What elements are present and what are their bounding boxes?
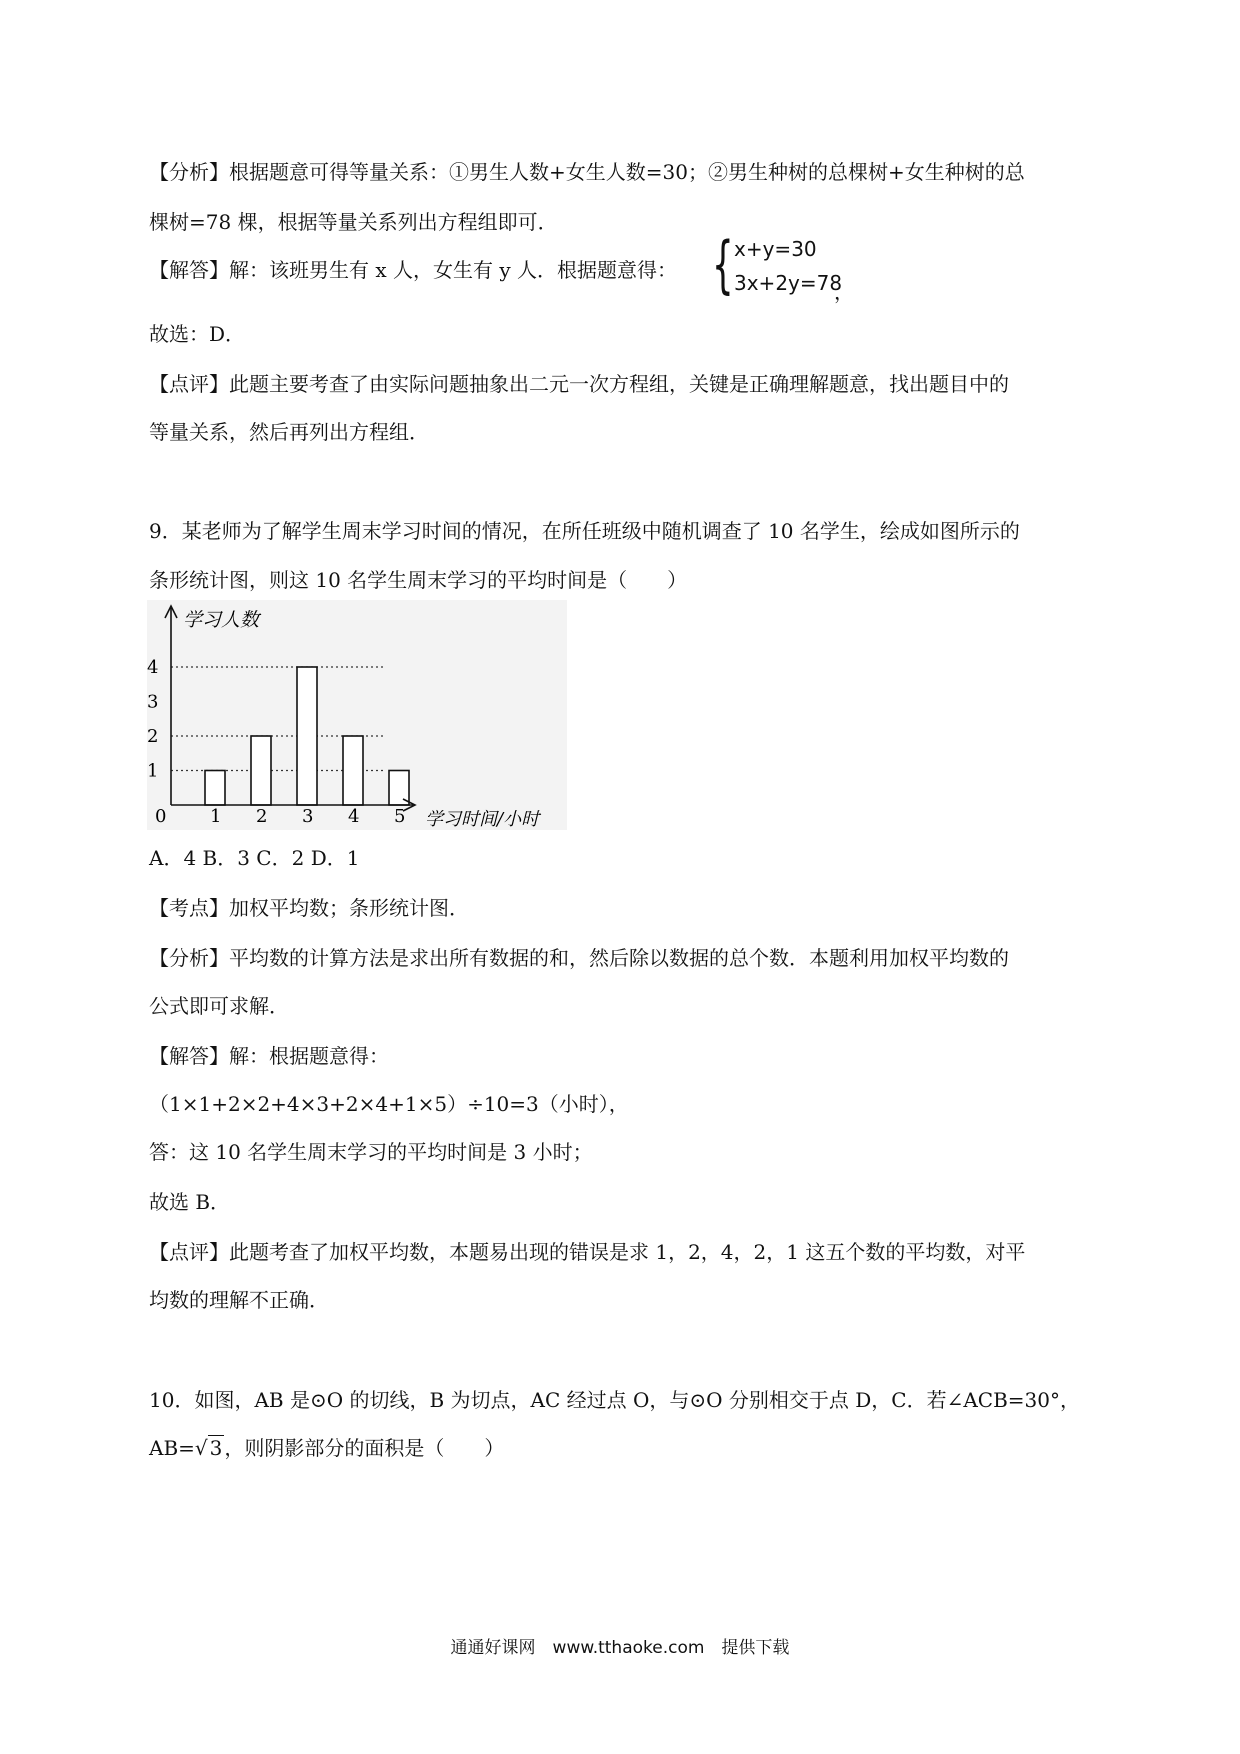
x-tick-5: 5 (394, 806, 406, 827)
analysis-line-2: 棵树=78 棵，根据等量关系列出方程组即可． (149, 210, 558, 234)
bar-2 (251, 736, 271, 805)
sqrt-radicand: 3 (209, 1436, 223, 1460)
bar-3 (297, 667, 317, 805)
origin-label: 0 (155, 806, 167, 827)
y-axis-label: 学习人数 (183, 609, 260, 631)
equation-2: 3x+2y=78 (734, 271, 843, 295)
solution-9-choice: 故选 B． (149, 1190, 231, 1214)
equation-comma: ， (834, 280, 854, 304)
solution-9-answer: 答：这 10 名学生周末学习的平均时间是 3 小时； (149, 1140, 593, 1164)
bar-1 (205, 771, 225, 806)
question-9-line-2: 条形统计图，则这 10 名学生周末学习的平均时间是（ ） (149, 568, 688, 592)
equation-1: x+y=30 (734, 237, 817, 261)
comment-9-line-2: 均数的理解不正确． (149, 1288, 329, 1312)
knowledge-point-line: 【考点】加权平均数；条形统计图． (149, 896, 469, 920)
analysis-9-line-1: 【分析】平均数的计算方法是求出所有数据的和，然后除以数据的总个数．本题利用加权平均数的 (149, 946, 1009, 970)
y-tick-2: 2 (147, 726, 159, 747)
bar-4 (343, 736, 363, 805)
system-brace: { (712, 228, 734, 301)
answer-line: 故选：D． (149, 322, 246, 346)
equation-system (712, 228, 854, 304)
solution-9-calculation: （1×1+2×2+4×3+2×4+1×5）÷10=3（小时）， (149, 1092, 629, 1116)
footer-source: 通通好课网 www.tthaoke.com 提供下载 (450, 1638, 790, 1658)
comment-line-2: 等量关系，然后再列出方程组． (149, 420, 429, 444)
x-tick-2: 2 (256, 806, 268, 827)
x-axis-label: 学习时间/小时 (425, 809, 540, 830)
x-tick-1: 1 (210, 806, 222, 827)
y-tick-1: 1 (147, 760, 159, 782)
y-tick-4: 4 (147, 657, 159, 678)
bar-chart (147, 600, 567, 830)
sqrt-3: √ 3 (194, 1436, 223, 1460)
x-tick-3: 3 (302, 806, 314, 827)
question-10-line-1: 10．如图，AB 是⊙O 的切线，B 为切点，AC 经过点 O，与⊙O 分别相交于点 D，C．若∠ACB=30°， (149, 1388, 1080, 1412)
comment-9-line-1: 【点评】此题考查了加权平均数，本题易出现的错误是求 1，2，4，2，1 这五个数的平均数，对平 (149, 1240, 1026, 1264)
question-9-options: A．4 B．3 C．2 D．1 (149, 846, 360, 870)
question-10-tail: ，则阴影部分的面积是（ ） (224, 1436, 505, 1460)
ab-equals: AB= (149, 1436, 195, 1460)
y-tick-3: 3 (147, 691, 159, 713)
solution-line: 【解答】解：该班男生有 x 人，女生有 y 人．根据题意得： (149, 258, 678, 282)
x-tick-4: 4 (348, 806, 360, 827)
question-9-line-1: 9．某老师为了解学生周末学习时间的情况，在所任班级中随机调查了 10 名学生，绘成如图所示的 (149, 519, 1020, 543)
comment-line-1: 【点评】此题主要考查了由实际问题抽象出二元一次方程组，关键是正确理解题意，找出题目中的 (149, 372, 1009, 396)
analysis-9-line-2: 公式即可求解． (149, 994, 289, 1018)
question-10-line-2 (149, 1436, 504, 1460)
solution-9-line-1: 【解答】解：根据题意得： (149, 1044, 389, 1068)
analysis-line-1: 【分析】根据题意可得等量关系：①男生人数+女生人数=30；②男生种树的总棵树+女生种树的总 (149, 160, 1025, 184)
